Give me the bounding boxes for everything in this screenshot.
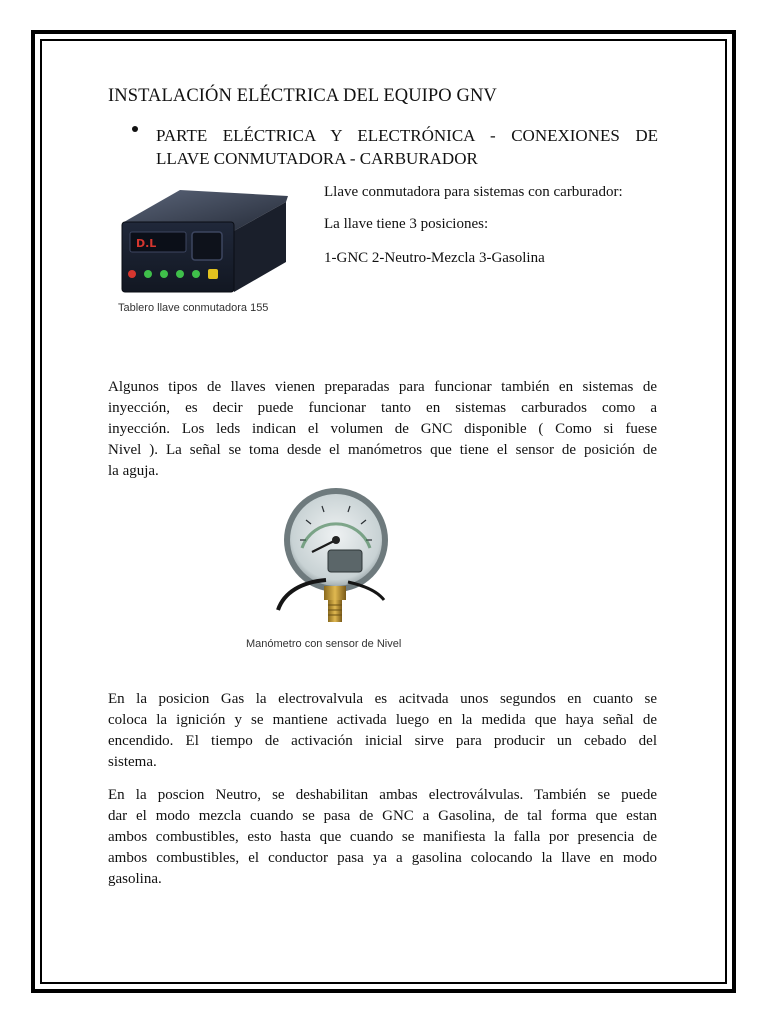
paragraph-1	[108, 377, 657, 482]
switch-panel-image	[118, 186, 290, 296]
switch-panel-caption: Tablero llave conmutadora 155	[118, 302, 269, 314]
paragraph-1-line: inyección. Los leds indican el volumen de GNC disponible ( Como si fuese	[108, 421, 657, 437]
paragraph-1-line: la aguja.	[108, 463, 159, 479]
paragraph-1-line: inyección, es decir puede funcionar tanto en sistemas carburados como a	[108, 400, 657, 416]
side-text-2: La llave tiene 3 posiciones:	[324, 216, 489, 232]
gauge-fitting	[324, 586, 346, 600]
section-heading	[156, 124, 658, 170]
paragraph-3	[108, 785, 657, 890]
document-title: INSTALACIÓN ELÉCTRICA DEL EQUIPO GNV	[108, 86, 497, 106]
side-text-3: 1-GNC 2-Neutro-Mezcla 3-Gasolina	[324, 250, 545, 266]
led-yellow-icon	[208, 269, 218, 279]
paragraph-2	[108, 689, 657, 773]
paragraph-3-line: gasolina.	[108, 871, 162, 887]
led-green-icon-2	[160, 270, 168, 278]
paragraph-1-line: Algunos tipos de llaves vienen preparadas para funcionar también en sistemas de	[108, 379, 657, 395]
paragraph-3-line: ambos combustibles, esto hasta que cuando se manifiesta la falla por presencia de	[108, 829, 657, 845]
paragraph-3-line: En la poscion Neutro, se deshabilitan ambas electroválvulas. También se puede	[108, 787, 657, 803]
paragraph-3-line: ambos combustibles, el conductor pasa ya a gasolina colocando la llave en modo	[108, 850, 657, 866]
gauge-image	[262, 482, 408, 634]
paragraph-2-line: En la posicion Gas la electrovalvula es acitvada unos segundos en cuanto se	[108, 691, 657, 707]
paragraph-2-line: encendido. El tiempo de activación inicial sirve para producir un cebado del	[108, 733, 657, 749]
paragraph-1-line: Nivel ). La señal se toma desde el manómetros que tiene el sensor de posición de	[108, 442, 657, 458]
paragraph-3-line: dar el modo mezcla cuando se pasa de GNC a Gasolina, de tal forma que estan	[108, 808, 657, 824]
panel-switch-button	[192, 232, 222, 260]
led-red-icon	[128, 270, 136, 278]
led-green-icon-3	[176, 270, 184, 278]
section-heading-line-1: PARTE ELÉCTRICA Y ELECTRÓNICA - CONEXIONES DE	[156, 126, 658, 145]
gauge-caption: Manómetro con sensor de Nivel	[246, 638, 402, 650]
led-green-icon-4	[192, 270, 200, 278]
led-green-icon-1	[144, 270, 152, 278]
paragraph-2-line: sistema.	[108, 754, 157, 770]
panel-logo: D.L	[136, 237, 157, 250]
side-text-1: Llave conmutadora para sistemas con carburador:	[324, 184, 623, 200]
section-heading-line-2: LLAVE CONMUTADORA - CARBURADOR	[156, 149, 478, 168]
bullet-dot-icon	[132, 126, 138, 132]
paragraph-2-line: coloca la ignición y se mantiene activada luego en la medida que haya señal de	[108, 712, 657, 728]
